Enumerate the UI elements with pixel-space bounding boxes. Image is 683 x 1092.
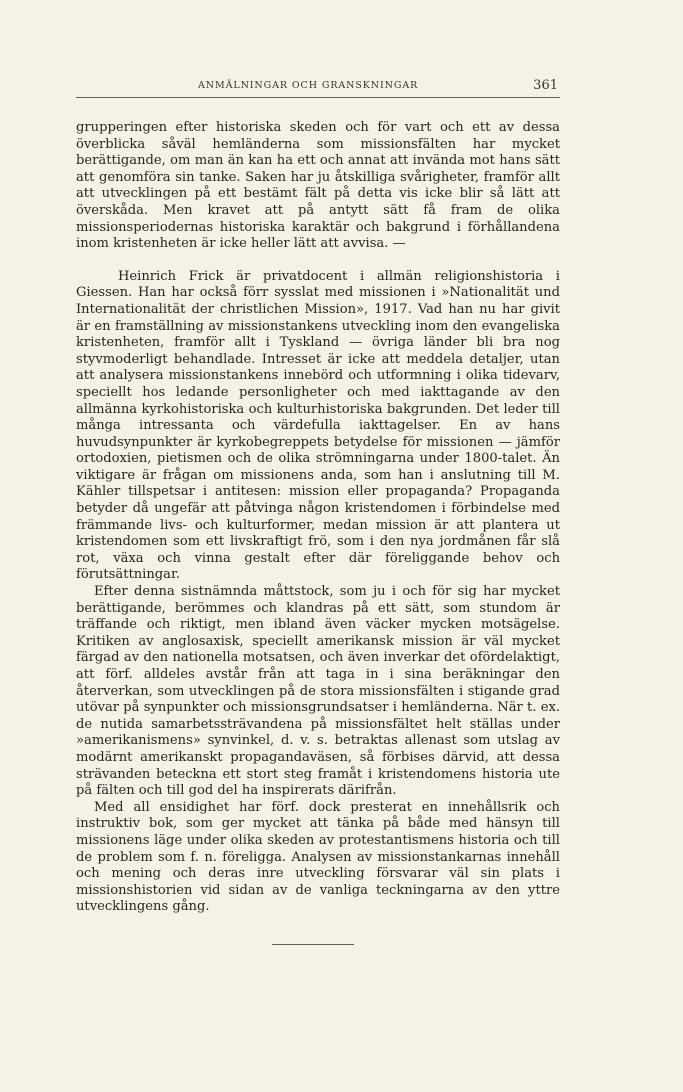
- paragraph-2: Heinrich Frick är privatdocent i allmän religionshistoria i Giessen. Han har också förr sysslat med missionen i »Nationalität und Internationalität der christlichen Mission», 1917. Vad han nu har givit är en framställning av missionstankens utveckling inom den evangeliska kristenheten, framför allt i Tyskland — övriga länder bli bra nog styvmoderligt behandlade. Intresset är icke att meddela detaljer, utan att analysera missionstankens innebörd och utformning i olika tidevarv, speciellt hos ledande personligheter och med iakttagande av den allmänna kyrkohistoriska och kulturhistoriska bakgrunden. Det leder till många intressanta och värdefulla iakttagelser. En av hans huvudsynpunkter är kyrkobegreppets betydelse för missionen — jämför ortodoxien, pietismen och de olika strömningarna under 1800-talet. Än viktigare är frågan om missionens anda, som han i anslutning till M. Kähler tillspetsar i antitesen: mission eller propaganda? Propaganda betyder då ungefär att påtvinga någon kristendomen i förbindelse med främmande livs- och kulturformer, medan mission är att plantera ut kristendomen som ett livskraftigt frö, som i den nya jordmånen får slå rot, växa och vinna gestalt efter där föreliggande behov och förutsättningar.: [76, 268, 560, 583]
- running-title: ANMÄLNINGAR OCH GRANSKNINGAR: [198, 80, 419, 91]
- paragraph-4: Med all ensidighet har förf. dock presterat en innehållsrik och instruktiv bok, som ger mycket att tänka på både med hänsyn till missionens läge under olika skeden av protestantismens historia och till de problem som f. n. föreligga. Analysen av missionstankarnas innehåll och mening och deras inre utveckling försvarar väl sin plats i missionshistorien vid sidan av de vanliga teckningarna av den yttre utvecklingens gång.: [76, 799, 560, 915]
- article-body: [76, 120, 560, 916]
- paragraph-1: grupperingen efter historiska skeden och för vart och ett av dessa överblicka såväl hemländerna som missionsfälten har mycket berättigande, om man än kan ha ett och annat att invända mot hans sätt att genomföra sin tanke. Saken har ju åtskilliga svårigheter, framför allt att utvecklingen på ett bestämt fält på detta vis icke blir så lätt att överskåda. Men kravet att på antytt sätt få fram de olika missionsperiodernas historiska karaktär och bakgrund i förhållandena inom kristenheten är icke heller lätt att avvisa. —: [76, 120, 560, 252]
- header-rule: [76, 97, 560, 98]
- running-head: [76, 80, 560, 98]
- section-end-rule: [272, 944, 354, 945]
- page-number: 361: [533, 78, 558, 93]
- paragraph-3: Efter denna sistnämnda måttstock, som ju i och för sig har mycket berättigande, berömmes och klandras på ett sätt, som stundom är träffande och riktigt, men ibland även väcker mycken motsägelse. Kritiken av anglosaxisk, speciellt amerikansk mission är väl mycket färgad av den nationella motsatsen, och även inverkar det ofördelaktigt, att förf. alldeles avstår från att taga in i sina beräkningar den återverkan, som utvecklingen på de stora missionsfälten i stigande grad utövar på synpunkter och missionsgrundsatser i hemländerna. När t. ex. de nutida samarbetssträvandena på missionsfältet helt ställas under »amerikanismens» synvinkel, d. v. s. betraktas allenast som utslag av modärnt amerikanskt propagandaväsen, så förbises därvid, att dessa strävanden beteckna ett stort steg framåt i kristendomens historia ute på fälten och till god del ha inspirerats därifrån.: [76, 584, 560, 799]
